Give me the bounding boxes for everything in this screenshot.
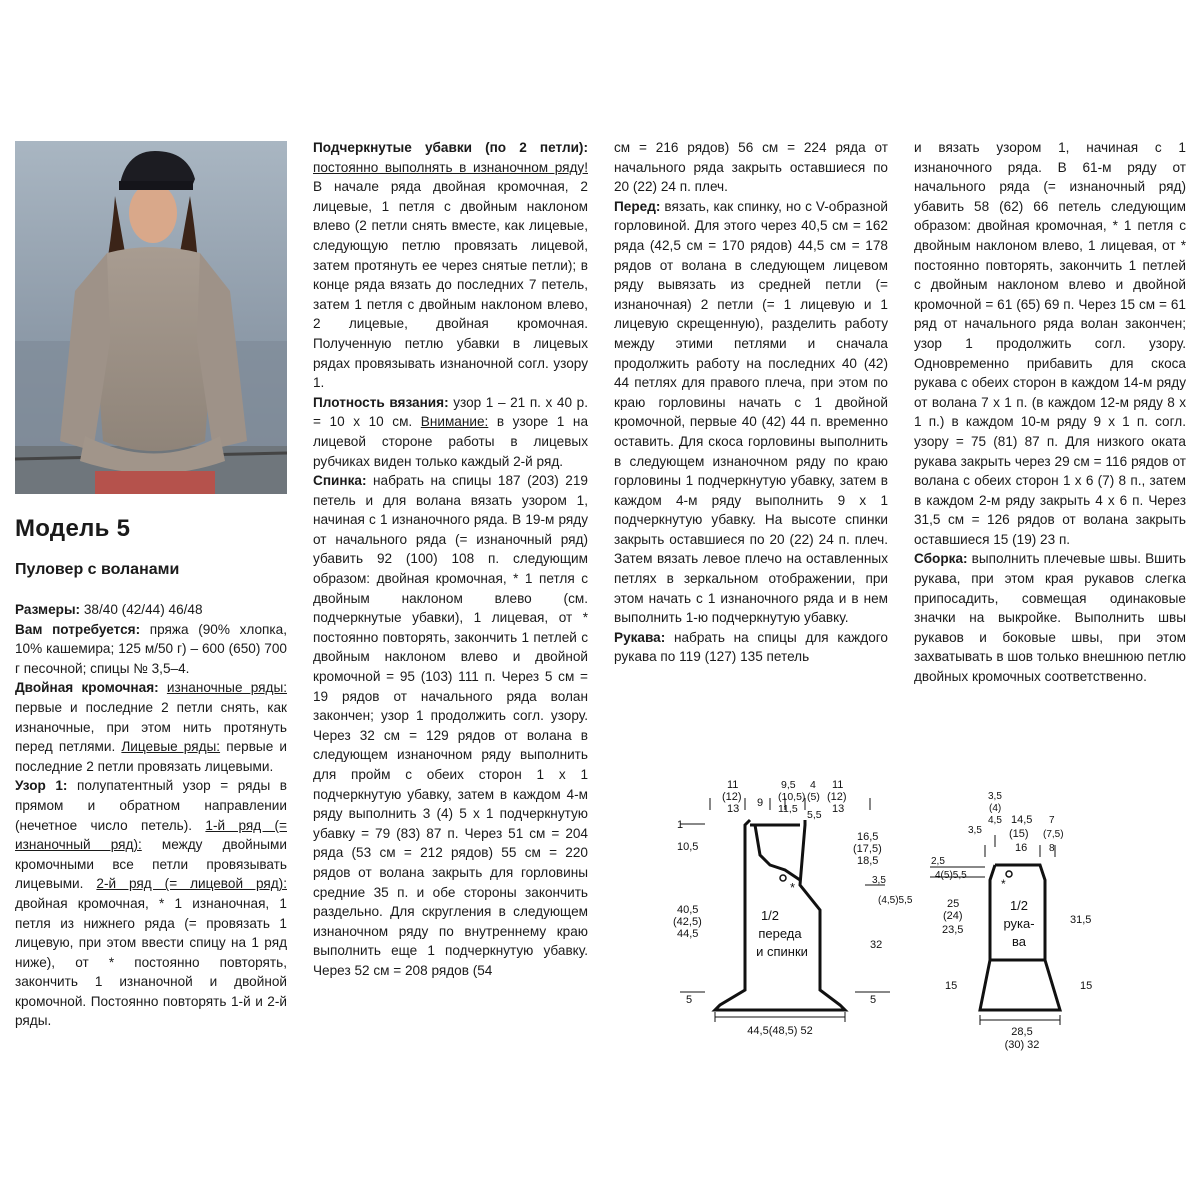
dim-top-12a: (12) bbox=[722, 791, 742, 803]
column-2 bbox=[313, 138, 588, 981]
body-label-2: переда bbox=[758, 926, 802, 941]
sleeve-label-3: ва bbox=[1012, 934, 1026, 949]
sleeve-left-15: 15 bbox=[945, 980, 958, 992]
density-label: Плотность вязания: bbox=[313, 394, 449, 410]
model-photo-image bbox=[15, 141, 287, 494]
dec-underline: постоянно выполнять в изнаночном ряду! bbox=[313, 159, 588, 175]
dim-top-55a: 5,5 bbox=[807, 809, 822, 821]
sleeve-top-75: (7,5) bbox=[1043, 829, 1064, 840]
dim-top-11a: 11 bbox=[727, 779, 739, 791]
density-text: узор 1 – 21 п. х 40 р. = 10 х 10 см. bbox=[313, 394, 588, 430]
attention-label: Внимание: bbox=[420, 414, 489, 430]
col3-text-top: см = 216 рядов) 56 см = 224 ряда от начального ряда закрыть оставшиеся по 20 (22) 24 п. плеч. bbox=[614, 140, 888, 195]
sleeve-label-2: рука- bbox=[1003, 916, 1035, 931]
dim-left-105: 10,5 bbox=[677, 841, 699, 853]
sleeve-left-25: 2,5 bbox=[931, 856, 945, 867]
dim-right-175: (17,5) bbox=[853, 843, 882, 855]
pattern-row2: 2-й ряд (= лицевой ряд): bbox=[96, 876, 287, 892]
marker-asterisk: * bbox=[790, 880, 796, 895]
need-label: Вам потребуется: bbox=[15, 621, 141, 637]
dim-top-105: (10,5) bbox=[778, 791, 806, 803]
dim-bottom: 44,5(48,5) 52 bbox=[747, 1025, 813, 1037]
pattern-row1: 1-й ряд (= изнаночный ряд): bbox=[15, 817, 287, 853]
pattern-text-2: между двойными кромочными все петли провязывать лицевыми. bbox=[15, 837, 287, 892]
sleeve-left-24: (24) bbox=[943, 910, 963, 922]
pattern-text-3: двойная кромочная, * 1 изнаночная, 1 петля из нижнего ряда (= провязать 1 лицевую, при этом ввести спицу на 1 ряд ниже), от * постоянно повторять, закончить 1 изнаночной и двойной кромочной. Постоянно повторять 1-й и 2-й ряды. bbox=[15, 895, 287, 1029]
model-subtitle: Пуловер с воланами bbox=[15, 561, 180, 578]
dim-top-13b: 13 bbox=[832, 803, 845, 815]
sleeve-top-7: 7 bbox=[1049, 815, 1055, 826]
assembly-text: выполнить плечевые швы. Вшить рукава, при этом края рукавов слегка припосадить, совмещая одинаковые значки на выкройке. Выполнить швы рукавов и боковые швы, при этом захватывать в шов только внешнюю петлю двойных кромочных соответственно. bbox=[914, 551, 1186, 685]
dim-right-35: 3,5 bbox=[872, 875, 886, 886]
dim-left-5: 5 bbox=[686, 994, 693, 1006]
pattern-label: Узор 1: bbox=[15, 778, 68, 794]
sleeve-bottom-2: (30) 32 bbox=[1004, 1039, 1040, 1051]
col4-text-top: и вязать узором 1, начиная с 1 изнаночного ряда. В 61-м ряду от начального ряда (= изнаночный ряд) убавить 58 (62) 66 петель следующим образом: двойная кромочная, * 1 петля с двойным наклоном влево, 1 лицевая, от * постоянно повторять, закончить 1 петлей с двойным наклоном влево и двойной кромочной = 61 (65) 69 п. Через 15 см = 61 ряд от начального ряда волан закончен; узор 1 продолжить согл. узору. Одновременно прибавить для скоса рукава с обеих сторон в каждом 14-м ряду от волана 7 х 1 п. (в каждом 12-м ряду 8 х 1 п.) в каждом 10-м ряду 9 х 1 п. согл. узору = 75 (81) 87 п. Для низкого оката рукава закрыть через 29 см = 116 рядов от волана с обеих сторон 1 х 6 (7) 8 п., затем в каждом 2-м ряду закрыть 4 х 6 п. Через 31,5 см = 126 рядов от волана закрыть оставшиеся 15 (19) 23 п. bbox=[914, 140, 1186, 547]
dim-right-32: 32 bbox=[870, 939, 883, 951]
dim-top-9: 9 bbox=[757, 797, 764, 809]
dec-label: Подчеркнутые убавки (по 2 петли): bbox=[313, 140, 588, 155]
marker-circle bbox=[780, 875, 786, 881]
sleeve-right-15: 15 bbox=[1080, 980, 1093, 992]
column-1 bbox=[15, 600, 287, 1031]
sleeve-left-455: 4(5)5,5 bbox=[935, 870, 967, 881]
dim-left-1: 1 bbox=[677, 819, 684, 831]
dec-text: В начале ряда двойная кромочная, 2 лицевые, 1 петля с двойным наклоном влево (2 петли снять вместе, как лицевые, следующую петлю провязать лицевой, затем протянуть ее через снятые петли); в конце ряда вязать до последних 7 петель, затем 1 петля с двойным наклоном влево, 2 лицевые, двойная кромочная. Полученную петлю убавки в лицевых рядах провязывать изнаночной согл. узору 1. bbox=[313, 179, 588, 391]
edge-purl-text: первые и последние 2 петли снять, как изнаночные, при этом нить протянуть перед петлями. bbox=[15, 699, 287, 755]
sleeve-top-35: 3,5 bbox=[988, 791, 1002, 802]
back-text: набрать на спицы 187 (203) 219 петель и для волана вязать узором 1, начиная с 1 изнаночного ряда. В 19-м ряду от начального ряда (= изнаночный ряд) убавить 92 (100) 108 п. следующим образом: двойная кромочная, * 1 петля с двойным наклоном влево (см. подчеркнутые убавки), 1 лицевая, от * постоянно повторять, закончить 1 петлей с двойным наклоном влево и двойной кромочной = 95 (103) 111 п. Через 5 см = 19 рядов от начального ряда волан закончен; узор 1 продолжить согл. узору. Через 32 см = 129 рядов от волана в следующем изнаночном ряду выполнить для пройм с обеих сторон 1 х 1 подчеркнутую убавку, затем в каждом 4-м ряду выполнить 3 (4) 5 х 1 подчеркнутую убавку = 79 (83) 87 п. Через 51 см = 204 ряда (53 см = 212 рядов) 55 см = 220 рядов от волана закрыть для горловины средние 35 п. и обе стороны закончить раздельно. Для скругления в следующем изнаночном ряду по внутреннему краю выполнить еще 1 подчеркнутую убавку. Через 52 см = 208 рядов (54 bbox=[313, 473, 588, 978]
front-label: Перед: bbox=[614, 198, 661, 214]
body-label-1: 1/2 bbox=[760, 908, 780, 923]
sizes-text: 38/40 (42/44) 46/48 bbox=[80, 602, 203, 617]
sleeve-right-315: 31,5 bbox=[1070, 914, 1092, 926]
back-label: Спинка: bbox=[313, 473, 367, 489]
dim-top-115: 11,5 bbox=[778, 803, 798, 815]
sleeve-bottom-1: 28,5 bbox=[1011, 1026, 1033, 1038]
column-4 bbox=[914, 138, 1186, 687]
sleeve-marker-asterisk: * bbox=[1001, 877, 1006, 891]
sleeve-label: Рукава: bbox=[614, 629, 666, 645]
attention-text: в узоре 1 на лицевой стороне работы в лицевых рубчиках виден только каждый 2-й ряд. bbox=[313, 414, 588, 469]
sleeve-top-16: 16 bbox=[1015, 842, 1028, 854]
body-outline bbox=[715, 820, 845, 1010]
sleeve-marker-circle bbox=[1006, 871, 1012, 877]
sleeve-left-235: 23,5 bbox=[942, 924, 964, 936]
dim-right-455: (4,5)5,5 bbox=[878, 895, 913, 906]
sleeve-top-8: 8 bbox=[1049, 843, 1055, 854]
sleeve-top-145: 14,5 bbox=[1011, 814, 1033, 826]
sleeve-top-4: (4) bbox=[989, 803, 1002, 814]
edge-knit-rows: Лицевые ряды: bbox=[121, 739, 221, 755]
dim-right-5: 5 bbox=[870, 994, 877, 1006]
model-photo bbox=[15, 141, 287, 494]
sleeve-top-35b: 3,5 bbox=[968, 825, 982, 836]
dim-top-4: 4 bbox=[810, 779, 816, 791]
dim-top-12b: (12) bbox=[827, 791, 847, 803]
dim-top-11b: 11 bbox=[832, 779, 844, 791]
dim-top-13a: 13 bbox=[727, 803, 740, 815]
edge-knit-text: первые и последние 2 петли провязать лицевыми. bbox=[15, 739, 287, 774]
model-title: Модель 5 bbox=[15, 515, 131, 542]
front-text: вязать, как спинку, но с V-образной горловиной. Для этого через 40,5 см = 162 ряда (42,5 см = 170 рядов) 44,5 см = 178 рядов от волана в следующем лицевом ряду вывязать из средней петли (= изнаночная) 2 петли (= 1 лицевую и 1 лицевую скрещенную), разделить работу между этими петлями и сначала продолжить работу на последних 40 (42) 44 петлях для правого плеча, при этом по краю горловины начать с 1 двойной кромочной, первые 40 (42) 44 п. временно оставить. Для скоса горловины выполнить в следующем изнаночном ряду по краю горловины 1 подчеркнутую убавку, затем в каждом 4-м ряду выполнить 9 х 1 подчеркнутую убавку. На высоте спинки закрыть оставшиеся по 20 (22) 24 п. плеч. Затем вязать левое плечо на оставленных петлях в зеркальном отображении, при этом начать с 1 изнаночного ряда и в нем выполнить 1-ю подчеркнутую убавку. bbox=[614, 198, 888, 626]
sleeve-schematic bbox=[925, 785, 1105, 1055]
dim-left-425: (42,5) bbox=[673, 916, 702, 928]
edge-purl-rows: изнаночные ряды: bbox=[166, 680, 287, 696]
body-schematic bbox=[660, 770, 920, 1060]
pattern-text-1: полупатентный узор = ряды в прямом и обратном направлении (нечетное число петель). bbox=[15, 778, 287, 833]
sleeve-left-25b: 25 bbox=[947, 898, 960, 910]
sleeve-text: набрать на спицы для каждого рукава по 119 (127) 135 петель bbox=[614, 629, 888, 665]
dim-left-445: 44,5 bbox=[677, 928, 699, 940]
dim-left-405: 40,5 bbox=[677, 904, 699, 916]
need-text: пряжа (90% хлопка, 10% кашемира; 125 м/50 г) – 600 (650) 700 г песочной; спицы № 3,5–4. bbox=[15, 621, 287, 676]
sleeve-label-1: 1/2 bbox=[1009, 898, 1029, 913]
dim-right-185: 18,5 bbox=[857, 855, 879, 867]
dim-right-165: 16,5 bbox=[857, 831, 879, 843]
sizes-label: Размеры: bbox=[15, 602, 81, 617]
assembly-label: Сборка: bbox=[914, 551, 968, 567]
column-3 bbox=[614, 138, 888, 667]
dim-top-5a: (5) bbox=[807, 791, 820, 803]
body-label-3: и спинки bbox=[756, 944, 808, 959]
sleeve-top-45: 4,5 bbox=[988, 815, 1002, 826]
sleeve-top-15: (15) bbox=[1009, 828, 1029, 840]
edge-label: Двойная кромочная: bbox=[15, 680, 159, 696]
dim-top-95: 9,5 bbox=[781, 779, 796, 791]
